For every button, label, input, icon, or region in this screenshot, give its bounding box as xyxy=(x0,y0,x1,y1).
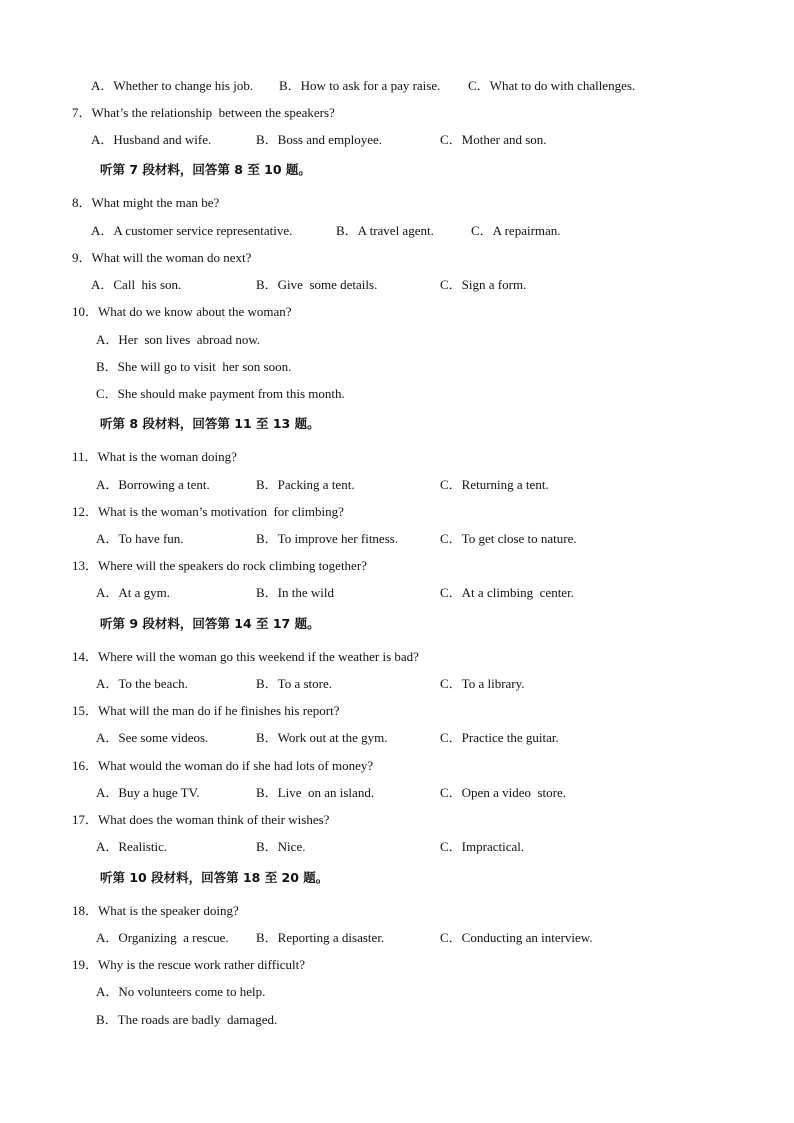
q19-option-a: A．No volunteers come to help. xyxy=(96,984,266,999)
q10-option-b: B．She will go to visit her son soon. xyxy=(96,359,292,374)
section-heading-9: 听第 9 段材料，回答第 14 至 17 题。 xyxy=(100,616,320,631)
q18-stem: 18．What is the speaker doing? xyxy=(72,903,239,918)
q8-stem: 8．What might the man be? xyxy=(72,195,220,210)
q9-option-a: A．Call his son. xyxy=(91,277,182,292)
q15-option-a: A．See some videos. xyxy=(96,730,209,745)
q15-option-b: B．Work out at the gym. xyxy=(256,730,388,745)
q14-option-b: B．To a store. xyxy=(256,676,332,691)
q8-option-a: A．A customer service representative. xyxy=(91,223,293,238)
q12-stem: 12．What is the woman’s motivation for climbing? xyxy=(72,504,344,519)
q16-stem: 16．What would the woman do if she had lots of money? xyxy=(72,758,374,773)
q13-option-a: A．At a gym. xyxy=(96,585,171,600)
q11-option-c: C．Returning a tent. xyxy=(440,477,549,492)
q13-stem: 13．Where will the speakers do rock climbing together? xyxy=(72,558,367,573)
q16-option-c: C．Open a video store. xyxy=(440,785,567,800)
q17-option-c: C．Impractical. xyxy=(440,839,525,854)
q9-option-c: C．Sign a form. xyxy=(440,277,527,292)
section-heading-10: 听第 10 段材料，回答第 18 至 20 题。 xyxy=(100,870,329,885)
q7-option-a: A．Husband and wife. xyxy=(91,132,212,147)
q13-option-c: C．At a climbing center. xyxy=(440,585,574,600)
q6-option-c: C．What to do with challenges. xyxy=(468,78,636,93)
q10-stem: 10．What do we know about the woman? xyxy=(72,304,292,319)
q12-option-c: C．To get close to nature. xyxy=(440,531,577,546)
q11-stem: 11．What is the woman doing? xyxy=(72,449,237,464)
q12-option-a: A．To have fun. xyxy=(96,531,184,546)
q9-stem: 9．What will the woman do next? xyxy=(72,250,252,265)
q11-option-a: A．Borrowing a tent. xyxy=(96,477,210,492)
q17-stem: 17．What does the woman think of their wishes? xyxy=(72,812,330,827)
q10-option-c: C．She should make payment from this month. xyxy=(96,386,345,401)
q12-option-b: B．To improve her fitness. xyxy=(256,531,399,546)
q6-option-b: B．How to ask for a pay raise. xyxy=(279,78,441,93)
q14-stem: 14．Where will the woman go this weekend if the weather is bad? xyxy=(72,649,419,664)
q19-option-b: B．The roads are badly damaged. xyxy=(96,1012,278,1027)
section-heading-7: 听第 7 段材料，回答第 8 至 10 题。 xyxy=(100,162,311,177)
q8-option-c: C．A repairman. xyxy=(471,223,561,238)
q13-option-b: B．In the wild xyxy=(256,585,334,600)
q15-stem: 15．What will the man do if he finishes his report? xyxy=(72,703,340,718)
q14-option-a: A．To the beach. xyxy=(96,676,188,691)
q19-stem: 19．Why is the rescue work rather difficult? xyxy=(72,957,305,972)
q8-option-b: B．A travel agent. xyxy=(336,223,434,238)
q6-option-a: A．Whether to change his job. xyxy=(91,78,254,93)
q18-option-c: C．Conducting an interview. xyxy=(440,930,593,945)
section-heading-8: 听第 8 段材料，回答第 11 至 13 题。 xyxy=(100,416,320,431)
q16-option-b: B．Live on an island. xyxy=(256,785,375,800)
q9-option-b: B．Give some details. xyxy=(256,277,378,292)
q16-option-a: A．Buy a huge TV. xyxy=(96,785,200,800)
q15-option-c: C．Practice the guitar. xyxy=(440,730,559,745)
q7-option-b: B．Boss and employee. xyxy=(256,132,383,147)
q11-option-b: B．Packing a tent. xyxy=(256,477,355,492)
q18-option-b: B．Reporting a disaster. xyxy=(256,930,385,945)
q18-option-a: A．Organizing a rescue. xyxy=(96,930,229,945)
q17-option-a: A．Realistic. xyxy=(96,839,168,854)
q14-option-c: C．To a library. xyxy=(440,676,525,691)
q7-option-c: C．Mother and son. xyxy=(440,132,547,147)
q17-option-b: B．Nice. xyxy=(256,839,306,854)
q7-stem: 7．What’s the relationship between the speakers? xyxy=(72,105,335,120)
q10-option-a: A．Her son lives abroad now. xyxy=(96,332,261,347)
